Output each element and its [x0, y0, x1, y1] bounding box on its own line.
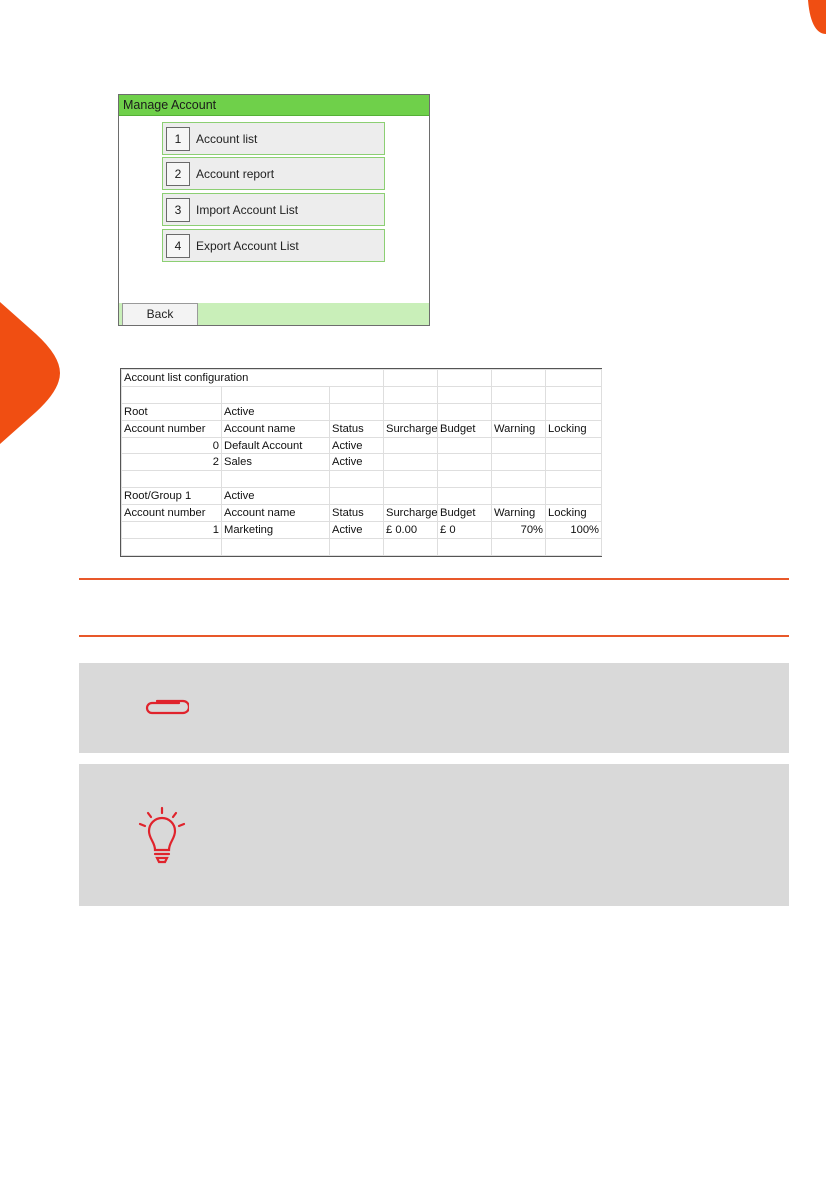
page-corner-mark: [808, 0, 826, 34]
chapter-side-tab: [0, 302, 60, 444]
account-number-cell: 1: [122, 522, 222, 539]
section-divider-top: [79, 578, 789, 580]
note-box: [79, 663, 789, 753]
menu-item-import-account-list[interactable]: [162, 193, 385, 226]
table-row: [122, 370, 602, 387]
sheet-title: Account list configuration: [122, 370, 384, 387]
manage-account-screen: [118, 94, 430, 326]
group-label: Root/Group 1: [122, 488, 222, 505]
table-row: [122, 437, 602, 454]
table-row: [122, 522, 602, 539]
surcharge-cell: £ 0.00: [384, 522, 438, 539]
table-row: [122, 386, 602, 403]
column-header: Surcharge: [384, 420, 438, 437]
locking-cell: 100%: [546, 522, 602, 539]
column-header: Account name: [222, 505, 330, 522]
warning-cell: 70%: [492, 522, 546, 539]
column-header: Account number: [122, 505, 222, 522]
lightbulb-icon: [135, 804, 189, 864]
account-list-spreadsheet: [120, 368, 602, 557]
table-row: [122, 471, 602, 488]
menu-item-label: Import Account List: [196, 202, 299, 217]
menu-item-export-account-list[interactable]: [162, 229, 385, 262]
account-number-cell: 0: [122, 437, 222, 454]
back-button[interactable]: Back: [122, 303, 198, 325]
screen-title: Manage Account: [119, 95, 429, 116]
group-label: Root: [122, 403, 222, 420]
account-list-table: [121, 369, 602, 556]
menu-item-number: 1: [166, 127, 190, 151]
table-header-row: [122, 505, 602, 522]
column-header: Budget: [438, 505, 492, 522]
table-row: [122, 454, 602, 471]
menu-item-account-list[interactable]: [162, 122, 385, 155]
section-divider-bottom: [79, 635, 789, 637]
column-header: Surcharge: [384, 505, 438, 522]
account-name-cell: Marketing: [222, 522, 330, 539]
column-header: Locking: [546, 420, 602, 437]
account-name-cell: Default Account: [222, 437, 330, 454]
table-header-row: [122, 420, 602, 437]
status-cell: Active: [330, 522, 384, 539]
menu-item-account-report[interactable]: [162, 157, 385, 190]
status-cell: Active: [330, 454, 384, 471]
column-header: Warning: [492, 505, 546, 522]
column-header: Account number: [122, 420, 222, 437]
menu-item-label: Account report: [196, 166, 275, 181]
table-row: [122, 403, 602, 420]
paperclip-icon: [145, 697, 189, 719]
group-status: Active: [222, 403, 330, 420]
column-header: Budget: [438, 420, 492, 437]
column-header: Status: [330, 505, 384, 522]
menu-item-label: Export Account List: [196, 238, 299, 253]
menu-item-label: Account list: [196, 131, 258, 146]
menu-item-number: 2: [166, 162, 190, 186]
column-header: Account name: [222, 420, 330, 437]
account-name-cell: Sales: [222, 454, 330, 471]
column-header: Locking: [546, 505, 602, 522]
tip-box: [79, 764, 789, 906]
account-number-cell: 2: [122, 454, 222, 471]
column-header: Warning: [492, 420, 546, 437]
budget-cell: £ 0: [438, 522, 492, 539]
column-header: Status: [330, 420, 384, 437]
menu-item-number: 3: [166, 198, 190, 222]
table-row: [122, 538, 602, 555]
group-status: Active: [222, 488, 330, 505]
menu-item-number: 4: [166, 234, 190, 258]
status-cell: Active: [330, 437, 384, 454]
table-row: [122, 488, 602, 505]
